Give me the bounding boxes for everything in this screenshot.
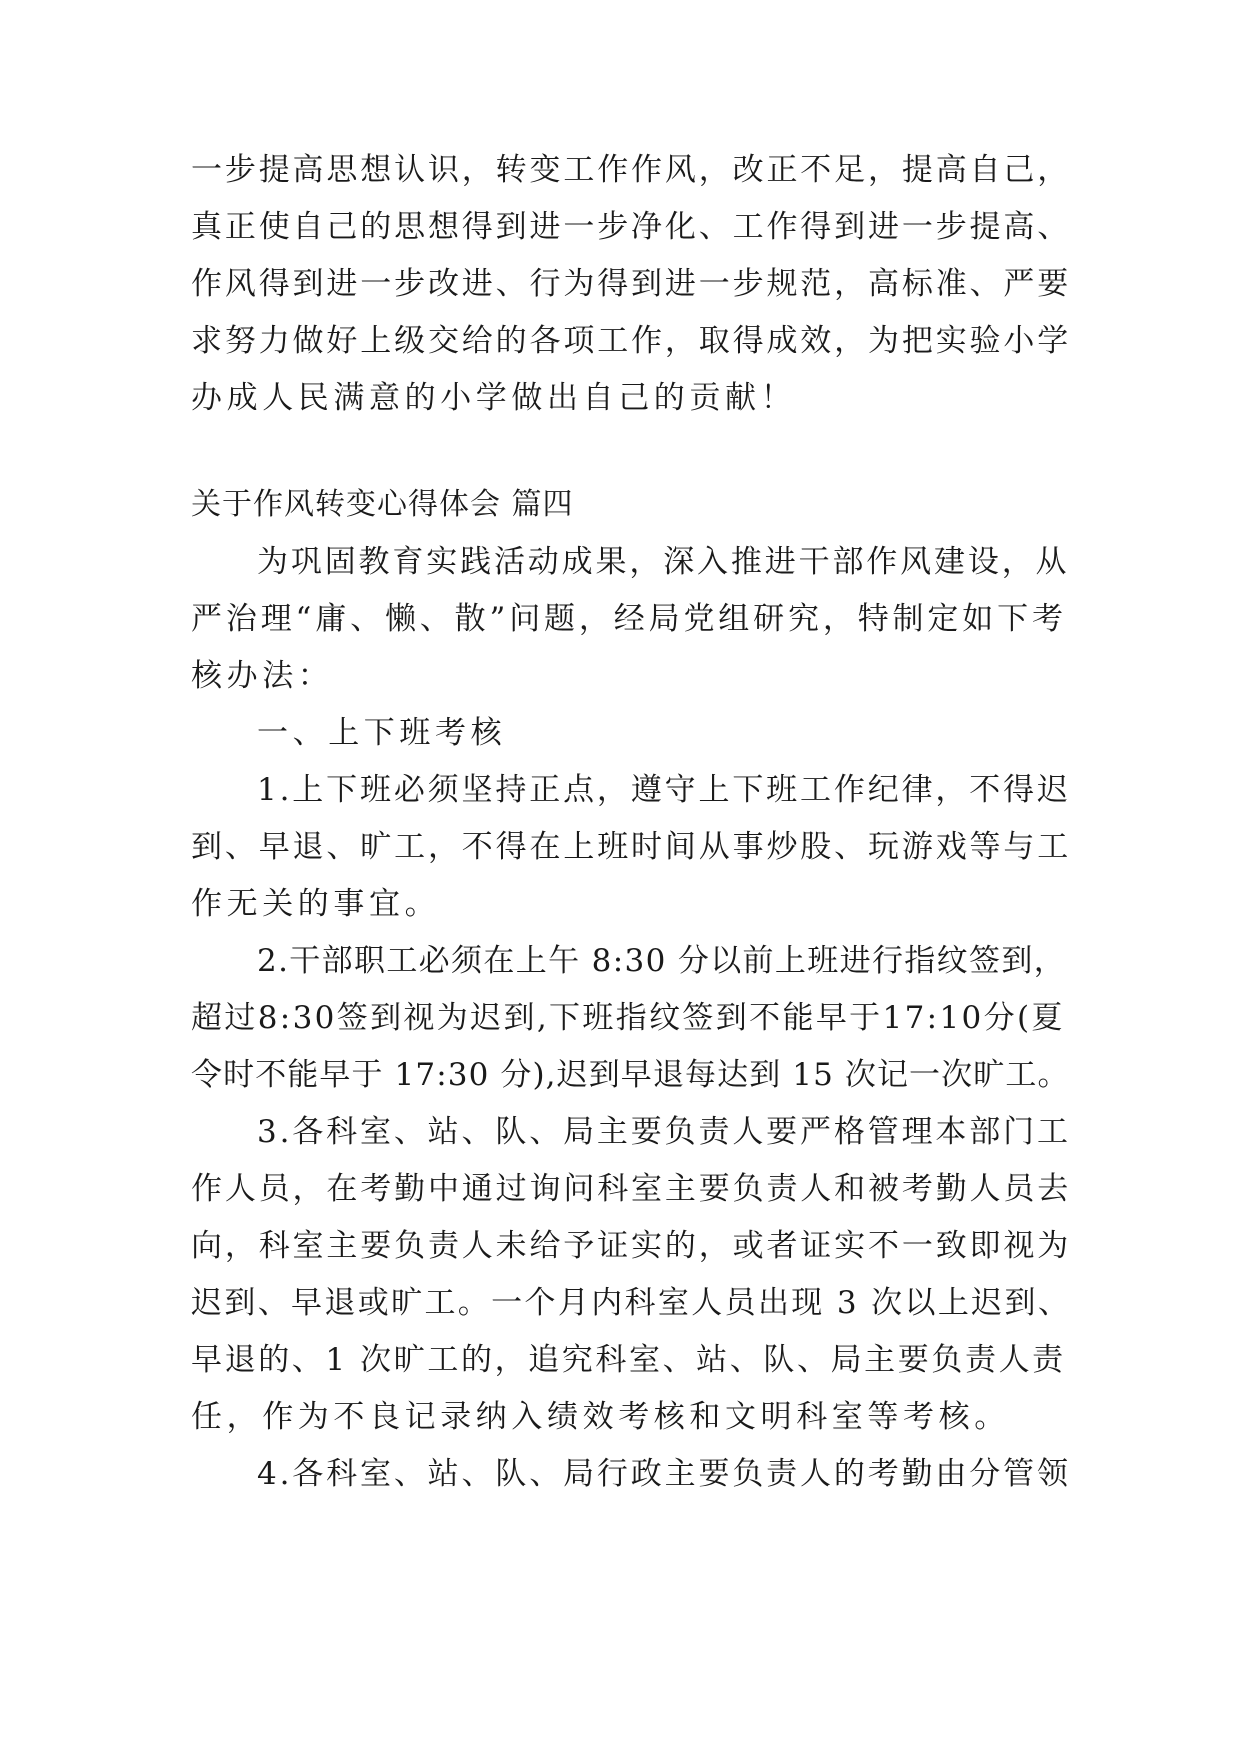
- paragraph-line: 4.各科室、站、队、局行政主要负责人的考勤由分管领: [257, 1456, 1071, 1492]
- paragraph-line: 任，作为不良记录纳入绩效考核和文明科室等考核。: [191, 1399, 1010, 1435]
- paragraph-line: 严治理“庸、懒、散”问题，经局党组研究，特制定如下考: [191, 601, 1067, 637]
- paragraph-line: 超过8:30签到视为迟到,下班指纹签到不能早于17:10分(夏: [191, 1000, 1065, 1036]
- paragraph-line: 为巩固教育实践活动成果，深入推进干部作风建设，从: [257, 544, 1070, 580]
- paragraph-line: 2.干部职工必须在上午 8:30 分以前上班进行指纹签到，: [257, 943, 1067, 979]
- paragraph-line: 向，科室主要负责人未给予证实的，或者证实不一致即视为: [191, 1228, 1072, 1264]
- paragraph-line: 求努力做好上级交给的各项工作，取得成效，为把实验小学: [191, 323, 1072, 359]
- paragraph-line: 作无关的事宜。: [191, 886, 441, 922]
- paragraph-line: 令时不能早于 17:30 分),迟到早退每达到 15 次记一次旷工。: [191, 1057, 1070, 1093]
- paragraph-line: 一步提高思想认识，转变工作作风，改正不足，提高自己，: [191, 152, 1072, 188]
- paragraph-line: 1.上下班必须坚持正点，遵守上下班工作纪律，不得迟: [257, 772, 1071, 808]
- paragraph-line: 作人员，在考勤中通过询问科室主要负责人和被考勤人员去: [191, 1171, 1072, 1207]
- subheading: 一、上下班考核: [257, 715, 507, 751]
- paragraph-line: 办成人民满意的小学做出自己的贡献！: [191, 380, 797, 416]
- paragraph-line: 3.各科室、站、队、局主要负责人要严格管理本部门工: [257, 1114, 1071, 1150]
- paragraph-line: 真正使自己的思想得到进一步净化、工作得到进一步提高、: [191, 209, 1072, 245]
- paragraph-line: 早退的、1 次旷工的，追究科室、站、队、局主要负责人责: [191, 1342, 1066, 1378]
- paragraph-line: 到、早退、旷工，不得在上班时间从事炒股、玩游戏等与工: [191, 829, 1072, 865]
- paragraph-line: 核办法：: [191, 658, 334, 694]
- paragraph-line: 迟到、早退或旷工。一个月内科室人员出现 3 次以上迟到、: [191, 1285, 1072, 1321]
- section-heading: 关于作风转变心得体会 篇四: [191, 487, 574, 522]
- paragraph-line: 作风得到进一步改进、行为得到进一步规范，高标准、严要: [191, 266, 1072, 302]
